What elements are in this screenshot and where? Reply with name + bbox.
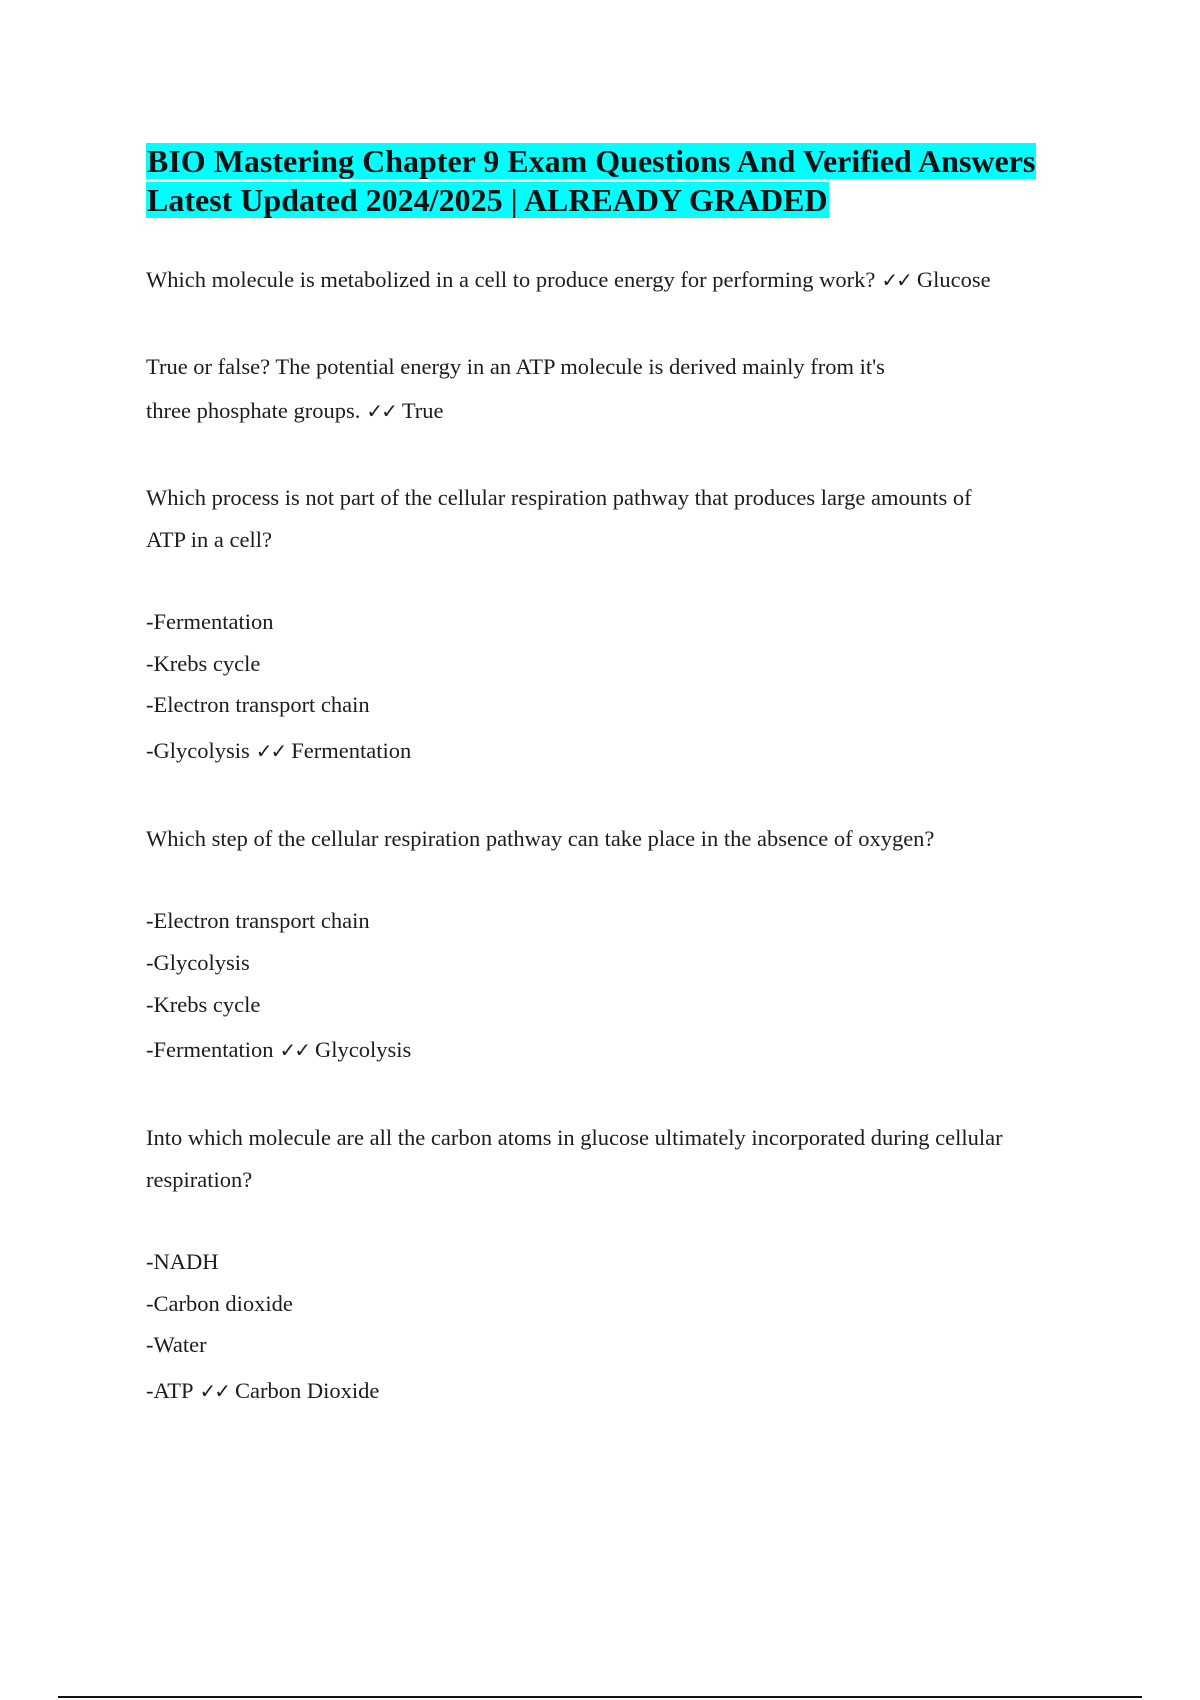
question-4-option: -Electron transport chain bbox=[146, 908, 370, 933]
question-4-last-option bbox=[146, 1029, 411, 1071]
check-mark-icon: ✓✓ bbox=[199, 1379, 230, 1403]
question-5-answer: Carbon Dioxide bbox=[235, 1378, 380, 1403]
question-1-answer: Glucose bbox=[916, 267, 991, 292]
question-2-answer: True bbox=[401, 398, 444, 423]
question-3-option: -Glycolysis bbox=[146, 738, 250, 763]
question-3-option: -Electron transport chain bbox=[146, 692, 370, 717]
question-3-line-1: Which process is not part of the cellular respiration pathway that produces large amounts of bbox=[146, 485, 972, 510]
footer-divider bbox=[58, 1696, 1142, 1698]
question-5-line-1: Into which molecule are all the carbon atoms in glucose ultimately incorporated during cellular bbox=[146, 1125, 1003, 1150]
question-4-option: -Fermentation bbox=[146, 1037, 274, 1062]
question-5-last-option bbox=[146, 1370, 379, 1412]
question-3-option: -Fermentation bbox=[146, 609, 274, 634]
question-2-line-2 bbox=[146, 390, 444, 432]
question-3-option: -Krebs cycle bbox=[146, 651, 261, 676]
title-line-2: Latest Updated 2024/2025 | ALREADY GRADED bbox=[147, 182, 828, 218]
question-3-answer: Fermentation bbox=[291, 738, 412, 763]
question-4-option: -Krebs cycle bbox=[146, 992, 261, 1017]
question-1 bbox=[146, 259, 991, 301]
question-2-text: three phosphate groups. bbox=[146, 398, 361, 423]
question-2-line-1: True or false? The potential energy in an ATP molecule is derived mainly from it's bbox=[146, 354, 885, 379]
question-1-text: Which molecule is metabolized in a cell to produce energy for performing work? bbox=[146, 267, 876, 292]
check-mark-icon: ✓✓ bbox=[279, 1038, 309, 1062]
question-4-option: -Glycolysis bbox=[146, 950, 250, 975]
question-5-option: -Carbon dioxide bbox=[146, 1291, 293, 1316]
title-line-1: BIO Mastering Chapter 9 Exam Questions And Verified Answers bbox=[147, 143, 1036, 179]
check-mark-icon: ✓✓ bbox=[255, 739, 286, 763]
question-3-last-option bbox=[146, 730, 411, 772]
question-5-option: -NADH bbox=[146, 1249, 219, 1274]
question-5-option: -Water bbox=[146, 1332, 207, 1357]
question-4-text: Which step of the cellular respiration pathway can take place in the absence of oxygen? bbox=[146, 826, 935, 851]
check-mark-icon: ✓✓ bbox=[881, 268, 911, 292]
question-3-line-2: ATP in a cell? bbox=[146, 527, 273, 552]
document-title bbox=[146, 142, 1066, 220]
check-mark-icon: ✓✓ bbox=[366, 399, 396, 423]
question-5-line-2: respiration? bbox=[146, 1167, 253, 1192]
question-4-answer: Glycolysis bbox=[314, 1037, 412, 1062]
question-5-option: -ATP bbox=[146, 1378, 194, 1403]
